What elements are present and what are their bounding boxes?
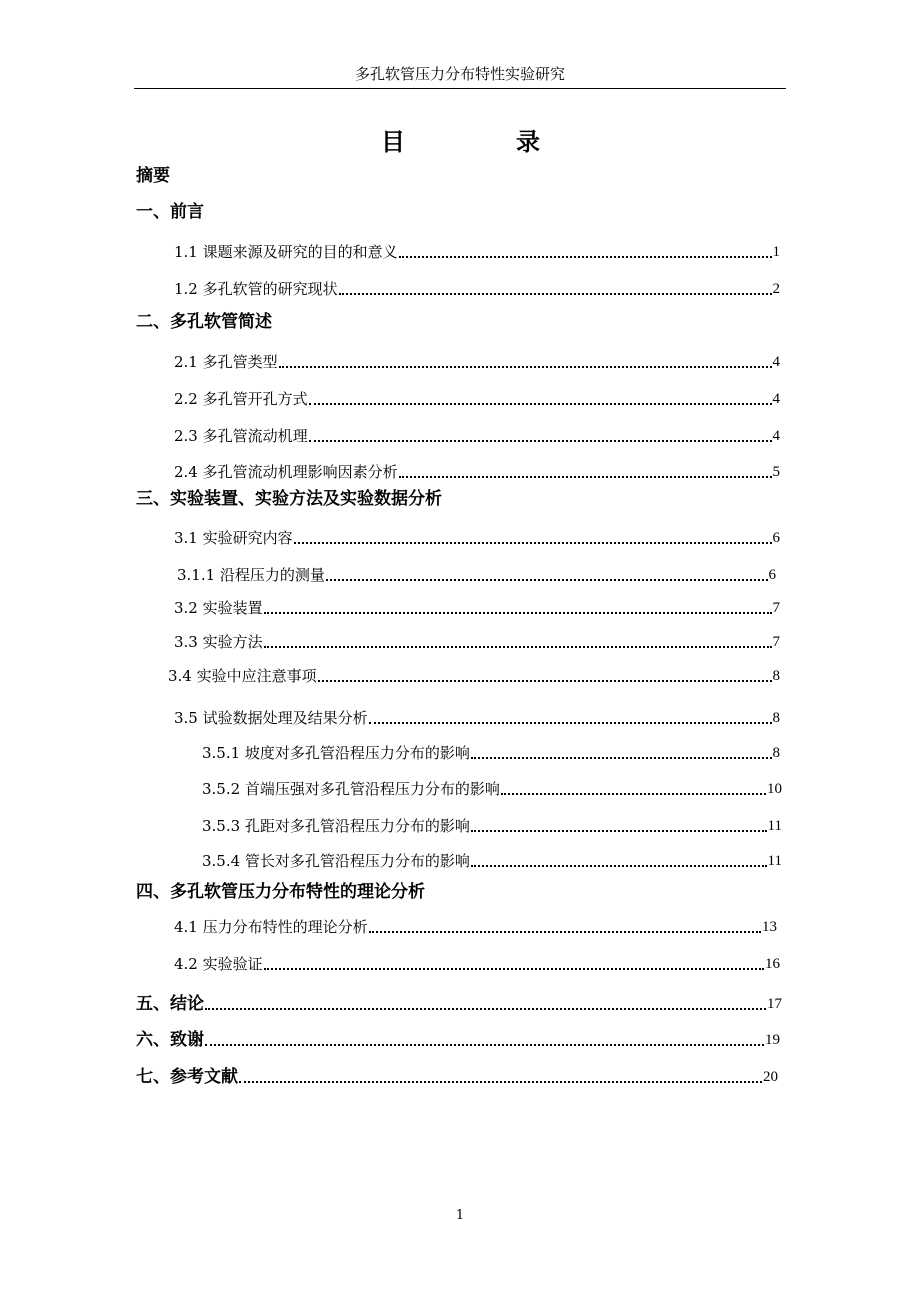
toc-entry-label: 3.2 实验装置 — [174, 599, 263, 617]
dot-leader — [309, 403, 772, 405]
toc-title-char-2: 录 — [516, 128, 540, 156]
dot-leader — [309, 440, 772, 442]
toc-entry-label: 摘要 — [136, 166, 170, 186]
running-header: 多孔软管压力分布特性实验研究 — [354, 65, 565, 83]
dot-leader — [399, 476, 772, 478]
toc-entry-3-3[interactable] — [174, 628, 780, 652]
toc-section-6[interactable] — [136, 1026, 780, 1050]
toc-entry-label: 3.4 实验中应注意事项 — [168, 667, 317, 685]
toc-entry-label: 3.1 实验研究内容 — [174, 529, 293, 547]
toc-title-char-1: 目 — [381, 128, 405, 156]
toc-entry-3-2[interactable] — [174, 594, 780, 618]
toc-entry-page: 11 — [767, 853, 782, 869]
toc-entry-label: 二、多孔软管简述 — [136, 312, 272, 332]
toc-entry-label: 三、实验装置、实验方法及实验数据分析 — [136, 489, 442, 509]
toc-entry-page: 11 — [767, 818, 782, 834]
toc-entry-3-1-1[interactable] — [177, 561, 776, 585]
toc-entry-3-1[interactable] — [174, 524, 780, 548]
toc-entry-label: 2.3 多孔管流动机理 — [174, 427, 308, 445]
toc-entry-2-2[interactable] — [174, 385, 780, 409]
toc-entry-page: 1 — [772, 244, 780, 260]
dot-leader — [369, 722, 772, 724]
dot-leader — [205, 1008, 766, 1010]
toc-entry-page: 6 — [772, 530, 780, 546]
page-number: 1 — [455, 1208, 465, 1223]
dot-leader — [339, 293, 772, 295]
dot-leader — [294, 542, 772, 544]
dot-leader — [239, 1081, 762, 1083]
toc-entry-page: 19 — [765, 1032, 780, 1048]
toc-entry-page: 17 — [767, 996, 782, 1012]
toc-section-5[interactable] — [136, 990, 782, 1014]
toc-entry-page: 8 — [772, 745, 780, 761]
dot-leader — [279, 366, 772, 368]
dot-leader — [264, 646, 772, 648]
toc-entry-page: 6 — [768, 567, 776, 583]
toc-entry-page: 4 — [772, 354, 780, 370]
toc-entry-label: 3.5.2 首端压强对多孔管沿程压力分布的影响 — [202, 780, 500, 798]
toc-title — [0, 118, 920, 158]
toc-entry-2-1[interactable] — [174, 348, 780, 372]
dot-leader — [471, 865, 767, 867]
toc-entry-page: 8 — [772, 668, 780, 684]
toc-entry-3-5-2[interactable] — [202, 775, 782, 799]
dot-leader — [399, 256, 772, 258]
toc-entry-abstract[interactable] — [136, 166, 170, 190]
dot-leader — [326, 579, 768, 581]
toc-entry-2-4[interactable] — [174, 458, 780, 482]
toc-entry-4-2[interactable] — [174, 950, 780, 974]
dot-leader — [369, 931, 761, 933]
toc-section-7[interactable] — [136, 1063, 778, 1087]
header-rule — [134, 88, 786, 89]
toc-entry-page: 5 — [772, 464, 780, 480]
toc-entry-3-5-4[interactable] — [202, 847, 782, 871]
toc-entry-page: 7 — [772, 600, 780, 616]
toc-entry-label: 七、参考文献 — [136, 1067, 238, 1087]
toc-entry-label: 3.3 实验方法 — [174, 633, 263, 651]
toc-entry-label: 4.1 压力分布特性的理论分析 — [174, 918, 368, 936]
dot-leader — [471, 830, 767, 832]
dot-leader — [501, 793, 766, 795]
toc-entry-page: 16 — [765, 956, 780, 972]
toc-section-4[interactable] — [136, 882, 425, 906]
toc-entry-label: 3.5.3 孔距对多孔管沿程压力分布的影响 — [202, 817, 470, 835]
toc-entry-label: 四、多孔软管压力分布特性的理论分析 — [136, 882, 425, 902]
toc-entry-page: 2 — [772, 281, 780, 297]
toc-section-1[interactable] — [136, 202, 204, 226]
toc-entry-page: 4 — [772, 428, 780, 444]
toc-entry-page: 13 — [762, 919, 777, 935]
toc-entry-3-5-3[interactable] — [202, 812, 782, 836]
dot-leader — [205, 1044, 764, 1046]
toc-entry-page: 8 — [772, 710, 780, 726]
toc-entry-page: 4 — [772, 391, 780, 407]
toc-entry-1-2[interactable] — [174, 275, 780, 299]
dot-leader — [264, 612, 772, 614]
toc-entry-page: 10 — [767, 781, 782, 797]
dot-leader — [264, 968, 764, 970]
toc-entry-label: 六、致谢 — [136, 1030, 204, 1050]
toc-entry-page: 7 — [772, 634, 780, 650]
toc-entry-3-5[interactable] — [174, 704, 780, 728]
toc-entry-1-1[interactable] — [174, 238, 780, 262]
toc-entry-page: 20 — [763, 1069, 778, 1085]
dot-leader — [471, 757, 772, 759]
dot-leader — [318, 680, 772, 682]
toc-entry-label: 1.1 课题来源及研究的目的和意义 — [174, 243, 398, 261]
toc-entry-label: 3.1.1 沿程压力的测量 — [177, 566, 325, 584]
toc-entry-label: 五、结论 — [136, 994, 204, 1014]
toc-entry-label: 1.2 多孔软管的研究现状 — [174, 280, 338, 298]
toc-entry-label: 2.2 多孔管开孔方式 — [174, 390, 308, 408]
toc-entry-3-5-1[interactable] — [202, 739, 780, 763]
toc-entry-4-1[interactable] — [174, 913, 777, 937]
toc-entry-3-4[interactable] — [168, 662, 780, 686]
toc-entry-label: 3.5.1 坡度对多孔管沿程压力分布的影响 — [202, 744, 470, 762]
toc-entry-label: 一、前言 — [136, 202, 204, 222]
toc-entry-label: 3.5.4 管长对多孔管沿程压力分布的影响 — [202, 852, 470, 870]
toc-entry-label: 2.1 多孔管类型 — [174, 353, 278, 371]
toc-entry-2-3[interactable] — [174, 422, 780, 446]
toc-section-2[interactable] — [136, 312, 272, 336]
toc-section-3[interactable] — [136, 489, 442, 513]
toc-entry-label: 4.2 实验验证 — [174, 955, 263, 973]
toc-entry-label: 3.5 试验数据处理及结果分析 — [174, 709, 368, 727]
toc-entry-label: 2.4 多孔管流动机理影响因素分析 — [174, 463, 398, 481]
